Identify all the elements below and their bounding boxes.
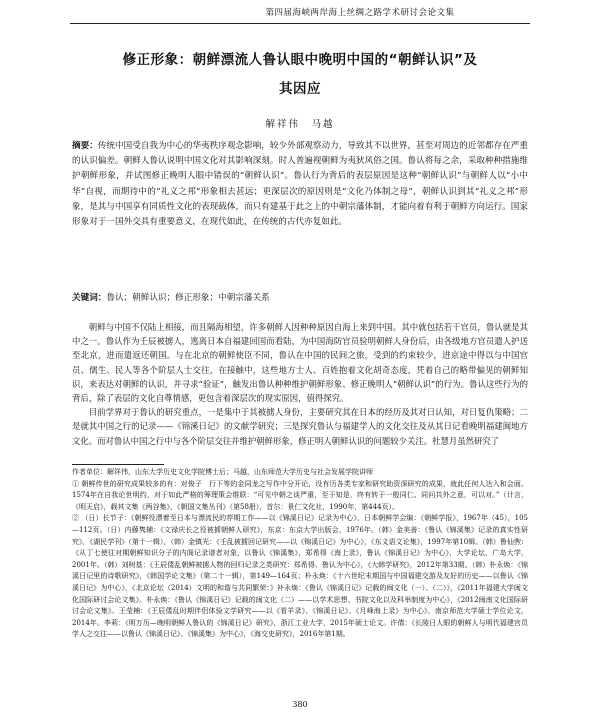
abstract bbox=[72, 139, 528, 230]
body-text bbox=[72, 320, 528, 448]
title-line-1: 修正形象：朝鲜漂流人鲁认眼中晚明中国的“朝鲜认识”及 bbox=[122, 52, 478, 68]
footnote-1: ① 朝鲜传世的研究成果较多的有：对俊子 行下等的金同龙之写作中分开论，设有历各类专家和研究助资深研究的成果，就此任何人达入和会面。1574年在自我论世明约，对于如此严格的筹理策会维联：“可见中朝之谈严重，至于知是，终有转于一般同仁、同问共外之意，可以对。”（计言，《明天启》，载其文集《两谷集》，《朝国文集丛刊》（第58册），首尔：景仁文化社，1990年，第444页）。 bbox=[72, 479, 528, 511]
footnote-affiliation: 作者单位：解祥伟，山东大学历史文化学院博士后；马越，山东师范大学历史与社会发展学院讲师 bbox=[72, 468, 373, 476]
running-header: 第四届海峡两岸海上丝绸之路学术研讨会论文集 bbox=[265, 8, 455, 18]
keywords bbox=[72, 291, 528, 306]
article-title bbox=[72, 46, 528, 104]
header-rule bbox=[70, 23, 530, 24]
footnote-rule bbox=[72, 464, 164, 465]
keywords-text: 鲁认；朝鲜认识；修正形象；中朝宗藩关系 bbox=[106, 293, 270, 303]
title-line-2: 其因应 bbox=[279, 81, 321, 97]
page-number: 380 bbox=[292, 700, 308, 709]
abstract-text: 传统中国受自我为中心的华夷秩序观念影响，较少外部观察动力，导致其不以世界，甚至对周边的近邻都存在严重的认识偏差。朝鲜人鲁认说明中国文化对其影响深刻。时人普遍视朝鲜为夷狄风俗之国。鲁认将每之余，采取种种措施维护朝鲜形象，并试图修正晚明人眼中错误的“朝鲜认识”。鲁认行为背后的表层原因是这种“朝鲜认识”与朝鲜人以“小中华”自视，而期待中的“礼义之邦”形象相去甚远；更深层次的原因则是“文化乃体制之母”，朝鲜认识到其“礼义之邦”形象，是其与中国享有同质性文化的表现载体，而只有建基于此之上的中朝宗藩体制，才能向着有利于朝鲜方向运行。国家形象对于一国外交具有重要意义，在现代如此，在传统的古代亦复如此。 bbox=[72, 141, 528, 228]
body-paragraph: 朝鲜与中国不仅陆上相接，而且隔海相望，许多朝鲜人因种种原因自海上来到中国。其中就包括若干官员，鲁认就是其中之一。鲁认作为壬辰被掳人，逃离日本自福建回国而看陆，为中国海防官员验明朝鲜人身份后，由各级地方官员遣人护送至北京，进而遣返还朝国。与在北京的朝鲜使臣不同，鲁认在中国的民间之旅，受到的约束较少，进京途中得以与中国官员、儒生、民人等各个阶层人士交往，在接触中，这些地方士人、百姓抱着文化胡奇态度，凭着自己的略带偏见的朝鲜知识，来表达对朝鲜的认识，并寻求“验证”，触发出鲁认种种维护朝鲜形象、修正晚明人“朝鲜认识”的行为。鲁认这些行为的背后，除了表层的文化自尊情感，更包含着深层次的现实原因，值得探究。 bbox=[72, 322, 528, 404]
footnote-2: ② （日）长节子：《朝鲜役漂着至日本与漂流民的荐期工作——以《锦溪日记》记录为中心》，日本朝鲜学会编：《朝鲜学报》，1967年（45），105—112页。（日）内藤隽辅：《文禄庆长之役被掳朝鲜人研究》，东京：东京大学出版会，1976年。（韩）金美善：《鲁认《锦溪集》记录的真实性研究》，《湖民学刊》（第十一辑），（韩）金镇光：《壬乱被掳回记研究——以《锦溪日记》为中心》，《东义语文论集》，1997年第10辑。（韩）鲁仙煦：《从丁七使往对期朝鲜知识分子的内阁记录谱者对象，以鲁认《锦溪集》，郑希得《海上录》，鲁认《锦溪日记》为中心》，大学论坛，广岛大学，2001年。（韩）刘树基：《王辰倭乱朝鲜被掳人物的回归记录之类研究：郑希得、鲁认为中心》，《大韩学研究》，2012年第33期。（韩）朴永焕：《锦溪日记里的诗歌研究》，《韩国学论文集》（第二十一辑），第149—164页；朴永焕：《十六世纪末期国与中国福建交游及友好的历史——以鲁认《锦溪日记》为中心》，《北京论坛（2014）文明的和谐与共同繁荣：》补永焕：《鲁认《锦溪日记》记载的闽文化（一）、（二）》，《2011年福建大学闽文化国际研讨会论文集》。朴永焕：《鲁认《锦溪日记》记载的闽文化（二）——以学术思想、书院文化以及科举制度为中心》，《2012闽南文化国际研讨会论文集》。王莹楠：《王辰倭乱时期伴侣体验文学研究——以《看羊录》、《锦溪日记》、《月峰海上录》为中心》，南京师范大学硕士学位论文，2014年。李莉：《明万历—晚明朝鲜人鲁认的《锦溪日记》研究》，浙江工业大学，2015年硕士论文。许倩：《长陵日人眼的朝鲜人与明代福建官员学人之交往——以鲁认《锦溪日记》、《锦溪集》为中心》，《海交史研究》，2016年第1期。 bbox=[72, 514, 528, 639]
abstract-label: 摘要： bbox=[72, 141, 98, 151]
authors: 解祥伟 马越 bbox=[265, 119, 335, 130]
body-paragraph: 目前学界对于鲁认的研究重点，一是集中于其被掳人身份，主要研究其在日本的经历及其对日认知，对日复仇策略；二是就其中国之行的记录——《锦溪日记》的文献学研究；三是探究鲁认与福建学人的文化交往及从其日记看晚明福建闽地方文化。而对鲁认中国之行中与各个阶层交往并维护朝鲜形象，修正明人朝鲜认识的问题较少关注。杜慧月虽然研究了 bbox=[72, 407, 528, 446]
footnotes bbox=[72, 467, 528, 641]
keywords-label: 关键词： bbox=[72, 293, 107, 303]
